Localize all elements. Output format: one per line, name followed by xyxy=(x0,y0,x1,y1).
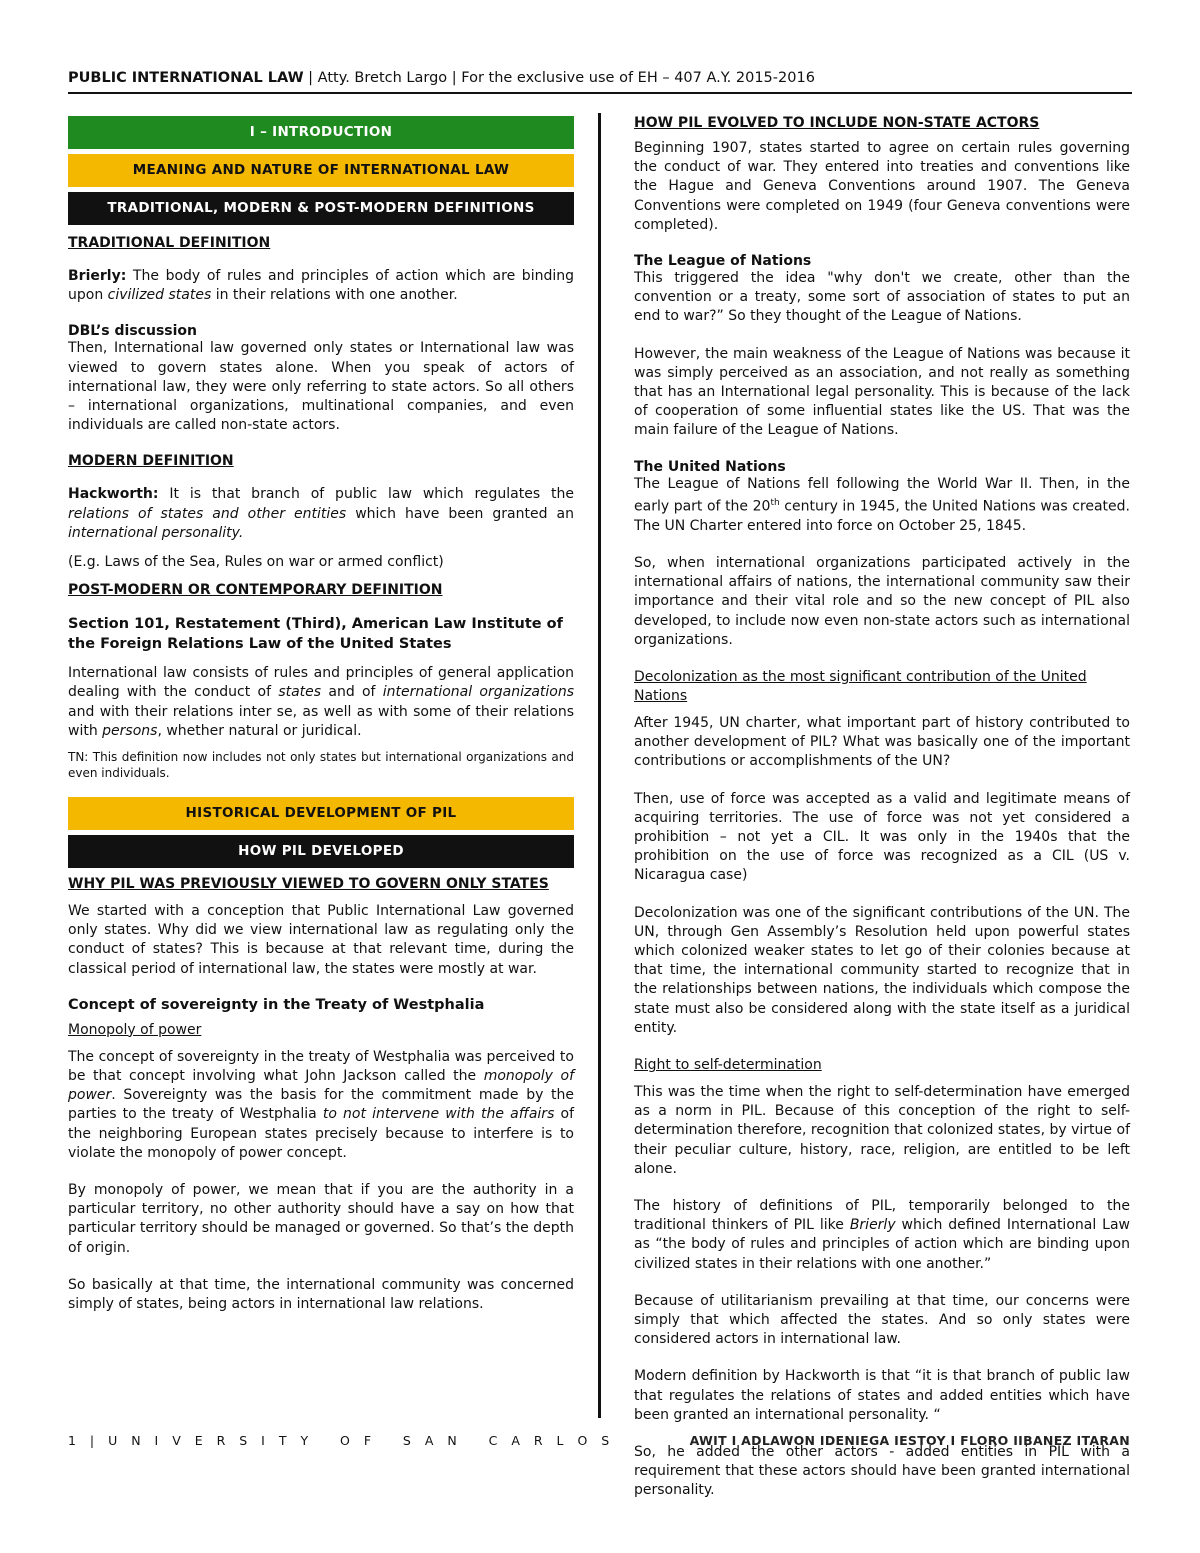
un-superscript: th xyxy=(770,497,780,508)
brierly-emphasis: civilized states xyxy=(107,287,212,304)
heading-postmodern: POST-MODERN OR CONTEMPORARY DEFINITION xyxy=(68,582,443,599)
dbl-block xyxy=(68,323,574,435)
banner-definitions: TRADITIONAL, MODERN & POST-MODERN DEFINITIONS xyxy=(68,192,574,225)
monopoly-text-2: . Sovereignty was the basis for the commitment made by the parties to the treaty of Westphalia xyxy=(68,1087,574,1123)
league-text: This triggered the idea "why don't we create, other than the convention or a treaty, some sort of association of states to put an end to war?” So they thought of the League of Nations. xyxy=(634,270,1130,325)
banner-meaning-nature: MEANING AND NATURE OF INTERNATIONAL LAW xyxy=(68,154,574,187)
page-header xyxy=(68,70,1132,94)
history-paragraph xyxy=(634,1197,1130,1274)
dbl-heading: DBL’s discussion xyxy=(68,323,197,340)
un-block xyxy=(634,459,1130,536)
heading-modern: MODERN DEFINITION xyxy=(68,453,234,470)
monopoly-text-1: The concept of sovereignty in the treaty of Westphalia was perceived to be that concept involving what John Jackson called the xyxy=(68,1048,574,1085)
monopoly-heading: Monopoly of power xyxy=(68,1021,202,1038)
self-determination-p1: This was the time when the right to self-determination have emerged as a norm in PIL. Because of this conception of the right to self-determination therefore, recognition that colonized states, by virtue of their peculiar culture, history, race, religion, are entitled to be left alone. xyxy=(634,1083,1130,1177)
sovereignty-heading: Concept of sovereignty in the Treaty of Westphalia xyxy=(68,996,485,1013)
dbl-text: Then, International law governed only states or International law was viewed to govern states alone. When you speak of actors of international law, they were only referring to state actors. So all others – international organizations, multinational companies, and even individuals are called non-state actors. xyxy=(68,340,574,434)
monopoly-text-3: of the neighboring European states precisely because to interfere is to violate the monopoly of power concept. xyxy=(68,1106,574,1161)
footer-authors: AWIT I ADLAWON IDENIEGA IESTOY I FLORO IIBANEZ ITARAN xyxy=(689,1433,1130,1448)
decolonization-p2: Then, use of force was accepted as a valid and legitimate means of acquiring territories. The use of force was not yet considered a prohibition – not yet a CIL. It was only in the 1940s that the prohibition on the use of force was recognized as a CIL (US v. Nicaragua case) xyxy=(634,790,1130,884)
self-determination-heading: Right to self-determination xyxy=(634,1056,822,1073)
section101-heading: Section 101, Restatement (Third), American Law Institute of the Foreign Relations Law of the United States xyxy=(68,616,563,653)
banner-how-developed: HOW PIL DEVELOPED xyxy=(68,835,574,868)
intl-text-1: International law consists of rules and principles of general application dealing with the conduct of xyxy=(68,665,574,701)
history-em: Brierly xyxy=(849,1217,896,1234)
league-weakness: However, the main weakness of the League of Nations was because it was simply perceived as an association, and not really as something that has an International legal personality. This is because of the lack of cooperation of some influential states like the US. That was the main failure of the League of Nations. xyxy=(634,345,1130,439)
history-text-1: The history of definitions of PIL, temporarily belonged to the traditional thinkers of PIL like xyxy=(634,1197,1130,1234)
intl-em-2: international organizations xyxy=(382,684,575,701)
un-text-1: The League of Nations fell following the World War II. Then, in the early part of the 20 xyxy=(634,475,1130,515)
right-column xyxy=(634,113,1130,1519)
brierly-text: The body of rules and principles of action which are binding upon xyxy=(68,268,574,304)
evolved-text: Beginning 1907, states started to agree on certain rules governing the conduct of war. They entered into treaties and conventions like the Hague and Geneva Conventions around 1907. The Geneva Conventions were completed on 1949 (four Geneva conventions were completed). xyxy=(634,140,1130,233)
hackworth-text: It is that branch of public law which regulates the xyxy=(158,486,574,503)
hackworth-emphasis-2: international personality. xyxy=(68,524,244,541)
footer-page-university: 1 | U N I V E R S I T Y O F S A N C A R L O S xyxy=(68,1433,615,1448)
column-divider xyxy=(598,113,601,1418)
monopoly-paragraph xyxy=(68,1048,574,1163)
un-paragraph-2: So, when international organizations participated actively in the international affairs of nations, the international community saw their importance and their vital role and so the new concept of PIL also developed, to include now even non-state actors such as international organizations. xyxy=(634,554,1130,648)
monopoly-em-2: to not intervene with the affairs xyxy=(322,1106,555,1123)
league-block xyxy=(634,253,1130,327)
left-column xyxy=(68,116,574,1332)
heading-evolved: HOW PIL EVOLVED TO INCLUDE NON-STATE ACTORS xyxy=(634,115,1040,131)
why-text: We started with a conception that Public International Law governed only states. Why did we view international law as regulating only the conduct of states? This is because at that relevant time, during the classical period of international law, the states were mostly at war. xyxy=(68,903,574,977)
added-entities-paragraph: So, he added the other actors - added entities in PIL with a requirement that these actors should have been granted international personality. xyxy=(634,1444,1130,1499)
un-heading: The United Nations xyxy=(634,458,786,475)
heading-why: WHY PIL WAS PREVIOUSLY VIEWED TO GOVERN ONLY STATES xyxy=(68,876,549,893)
hackworth-paragraph xyxy=(68,485,574,543)
monopoly-paragraph-3: So basically at that time, the international community was concerned simply of states, being actors in international law relations. xyxy=(68,1276,574,1313)
brierly-label: Brierly: xyxy=(68,268,127,284)
tn-note: TN: This definition now includes not only states but international organizations and even individuals. xyxy=(68,750,574,781)
monopoly-paragraph-2: By monopoly of power, we mean that if you are the authority in a particular territory, no other authority should have a say on how that particular territory should be managed or governed. So that’s the depth of origin. xyxy=(68,1182,574,1256)
header-subtitle: | Atty. Bretch Largo | For the exclusive use of EH – 407 A.Y. 2015-2016 xyxy=(303,70,815,86)
banner-historical: HISTORICAL DEVELOPMENT OF PIL xyxy=(68,797,574,830)
decolonization-p3: Decolonization was one of the significant contributions of the UN. The UN, through Gen Assembly’s Resolution held upon powerful states which colonized weaker states to let go of their colonies because at that time, the international community started to recognize that in the relationships between nations, the individuals which compose the state must also be considered along with the state itself as a juridical entity. xyxy=(634,904,1130,1036)
intl-text-4: , whether natural or juridical. xyxy=(157,722,362,739)
brierly-text-end: in their relations with one another. xyxy=(211,287,458,304)
brierly-paragraph xyxy=(68,267,574,305)
modern-hackworth-paragraph: Modern definition by Hackworth is that “it is that branch of public law that regulates the relations of states and added entities which have been granted an international personality. “ xyxy=(634,1368,1130,1423)
hackworth-label: Hackworth: xyxy=(68,486,159,503)
intl-text-3: and with their relations inter se, as well as with some of their relations with xyxy=(68,703,574,739)
intl-text-2: and of xyxy=(321,684,383,701)
intl-em-1: states xyxy=(278,684,322,701)
hackworth-emphasis-1: relations of states and other entities xyxy=(68,505,347,522)
decolonization-heading: Decolonization as the most significant contribution of the United Nations xyxy=(634,668,1087,704)
eg-text: (E.g. Laws of the Sea, Rules on war or armed conflict) xyxy=(68,554,444,571)
heading-traditional: TRADITIONAL DEFINITION xyxy=(68,235,271,251)
history-text-2: which defined International Law as “the body of rules and principles of action which are binding upon civilized states in their relations with one another.” xyxy=(634,1217,1130,1272)
monopoly-em-1: monopoly of power xyxy=(68,1068,574,1104)
header-title: PUBLIC INTERNATIONAL LAW xyxy=(68,70,304,86)
intl-em-3: persons xyxy=(102,722,158,739)
banner-introduction: I – INTRODUCTION xyxy=(68,116,574,149)
decolonization-p1: After 1945, UN charter, what important part of history contributed to another development of PIL? What was basically one of the important contributions or accomplishments of the UN? xyxy=(634,714,1130,770)
utilitarianism-paragraph: Because of utilitarianism prevailing at that time, our concerns were simply that which affected the states. And so only states were considered actors in international law. xyxy=(634,1292,1130,1348)
league-heading: The League of Nations xyxy=(634,253,812,270)
hackworth-text-2: which have been granted an xyxy=(346,505,574,522)
un-text-2: century in 1945, the United Nations was created. The UN Charter entered into force on October 25, 1845. xyxy=(634,498,1130,534)
un-text xyxy=(634,475,1130,536)
intl-definition xyxy=(68,664,574,741)
